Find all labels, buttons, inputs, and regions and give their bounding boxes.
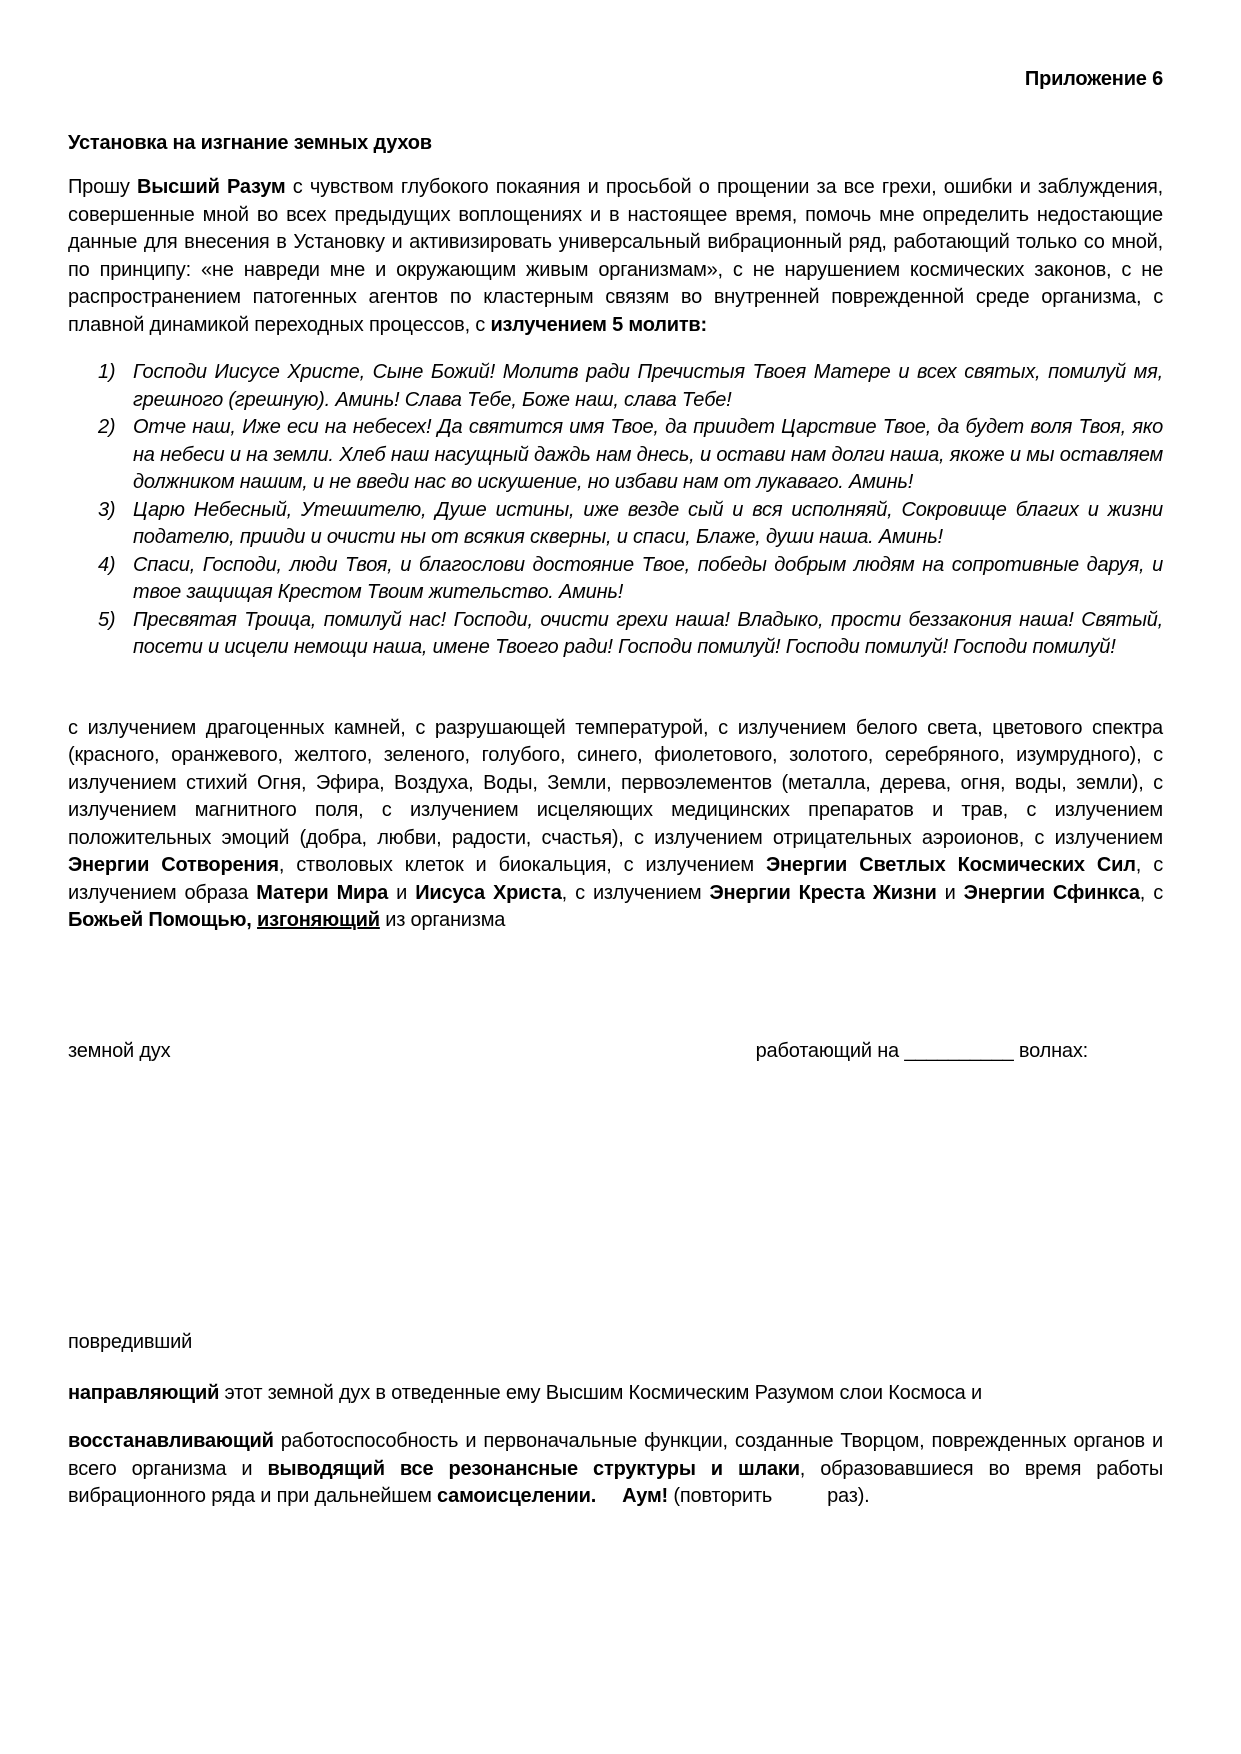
list-marker: 5) [98,608,116,631]
prayer-item [68,414,1163,497]
prayer-list [68,359,1163,662]
bold-run: излучением 5 молитв: [490,313,707,336]
underlined-bold-run: изгоняющий [257,909,380,931]
text-run: с излучением драгоценных камней, с разрушающей температурой, с излучением белого света, цветового спектра (красного, оранжевого, желтого, зеленого, голубого, синего, фиолетового, золотого, серебряного, изумрудного), с излучением стихий Огня, Эфира, Воздуха, Воды, Земли, первоэлементов (металла, дерева, огня, воды, земли), с излучением магнитного поля, с излучением исцеляющих медицинских препаратов и трав, с излучением положительных эмоций (добра, любви, радости, счастья), с излучением отрицательных аэроионов, с излучением [68,716,1163,849]
directing-paragraph [68,1380,1163,1408]
prayer-item [68,359,1163,414]
bold-run: направляющий [68,1381,220,1404]
radiation-paragraph [68,715,1163,935]
list-marker: 3) [98,498,116,521]
prayer-text: Царю Небесный, Утешителю, Душе истины, иже везде сый и вся исполняяй, Сокровище благих и жизни подателю, прииди и очисти ны от всякия скверны, и спаси, Блаже, души наша. Аминь! [133,498,1163,548]
prayer-item [68,607,1163,662]
prayer-item [68,552,1163,607]
prayer-text: Спаси, Господи, люди Твоя, и благослови достояние Твое, победы добрым людям на сопротивные даруя, и твое защищая Крестом Твоим жительство. Аминь! [133,553,1163,603]
bold-run: Энергии Креста Жизни [709,881,937,904]
document-title: Установка на изгнание земных духов [68,131,432,154]
intro-paragraph [68,174,1163,339]
bold-run: выводящий все резонансные структуры и шлаки [267,1457,800,1480]
text-run: , образовавшиеся во время работы вибрационного ряда и при дальнейшем [68,1457,1164,1507]
bold-run: Матери Мира [256,881,389,904]
bold-run: Иисуса Христа [415,881,562,904]
prayer-text: Отче наш, Иже еси на небесех! Да святится имя Твое, да приидет Царствие Твое, да будет воля Твоя, яко на небеси и на земли. Хлеб наш насущный даждь нам днесь, и остави нам долги наша, якоже и мы оставляем должником нашим, и не введи нас во искушение, но избави нам от лукаваго. Аминь! [133,416,1163,493]
text-run: раз). [827,1485,870,1507]
text-run: , с излучением образа [68,854,1163,904]
prayer-item [68,497,1163,552]
text-run: с чувством глубокого покаяния и просьбой о прощении за все грехи, ошибки и заблуждения, совершенные мной во всех предыдущих воплощениях и в настоящее время, помочь мне определить недостающие данные для внесения в Установку и активизировать универсальный вибрационный ряд, работающий только со мной, по принципу: «не навреди мне и окружающим живым организмам», с не нарушением космических законов, с не распространением патогенных агентов по кластерным связям во внутренней поврежденной среде организма, с плавной динамикой переходных процессов, с [68,176,1163,336]
bold-run: восстанавливающий [68,1430,274,1452]
list-marker: 4) [98,553,116,576]
damaged-label: повредивший [68,1331,193,1353]
wave-blank-label: работающий на __________ волнах: [755,1039,1088,1062]
text-run: , стволовых клеток и биокальция, с излучением [278,854,766,876]
text-run: этот земной дух в отведенные ему Высшим Космическим Разумом слои Космоса и [219,1381,982,1404]
prayer-text: Пресвятая Троица, помилуй нас! Господи, очисти грехи наша! Владыко, прости беззакония наша! Святый, посети и исцели немощи наша, имене Твоего ради! Господи помилуй! Господи помилуй! Господи помилуй! [133,608,1163,658]
text-run: , с [1139,881,1164,904]
spirit-wave-line [68,1038,1163,1066]
text-run: работоспособность и первоначальные функции, созданные Творцом, поврежденных органов и всего организма и [68,1430,1163,1480]
bold-run: Энергии Сотворения [68,854,279,876]
bold-run: Энергии Светлых Космических Сил [765,854,1136,876]
bold-run: Энергии Сфинкса [963,881,1140,904]
text-run: и [936,881,964,904]
list-marker: 2) [98,416,116,438]
text-run: и [388,881,416,904]
earth-spirit-label: земной дух [68,1039,171,1062]
text-run: (повторить [668,1485,773,1507]
restoring-paragraph [68,1428,1163,1511]
prayer-text: Господи Иисусе Христе, Сыне Божий! Молитв ради Пречистыя Твоея Матере и всех святых, помилуй мя, грешного (грешную). Аминь! Слава Тебе, Боже наш, слава Тебе! [133,361,1163,411]
bold-run: самоисцелении. [436,1485,597,1507]
text-run: Прошу [68,176,137,198]
list-marker: 1) [98,361,116,383]
bold-run: Аум! [622,1485,669,1507]
bold-run: Божьей Помощью, [68,909,252,931]
appendix-label: Приложение 6 [1024,68,1163,90]
text-run: из организма [379,909,506,931]
text-run: , с излучением [561,881,710,904]
bold-run: Высший Разум [136,176,286,198]
